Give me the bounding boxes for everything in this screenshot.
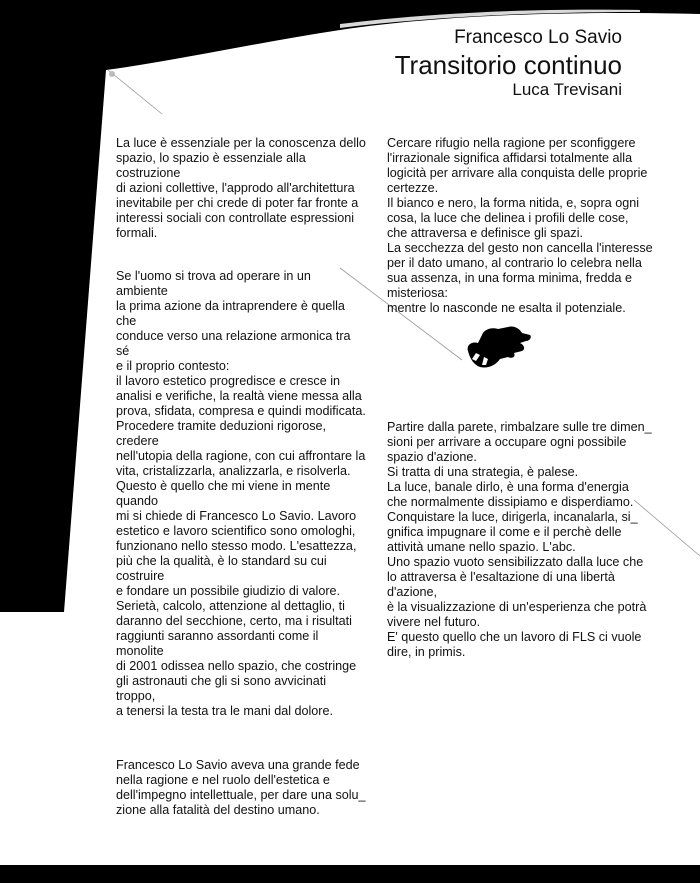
left-column [116, 121, 366, 846]
diagonal-line-top-left [108, 70, 162, 114]
right-paragraph-2: Partire dalla parete, rimbalzare sulle tre dimen_ sioni per arrivare a occupare ogni possibile spazio d'azione. Si tratta di una strategia, è palese. La luce, banale dirlo, è una forma d'energia che normalmente dissipiamo e disperdiamo. Conquistare la luce, dirigerla, incanalarla, si_ gnifica impugnare il come e il perchè delle attività umane nello spazio. L'abc. Uno spazio vuoto sensibilizzato dalla luce che lo attraversa è l'esaltazione di una libertà d'azione, è la visualizzazione di un'esperienza che potrà vivere nel futuro. E' questo quello che un lavoro di FLS ci vuole dire, in primis. [387, 420, 652, 659]
right-paragraph-1: Cercare rifugio nella ragione per sconfiggere l'irrazionale significa affidarsi totalmente alla logicità per arrivare alla conquista delle proprie certezze. Il bianco e nero, la forma nitida, e, sopra ogni cosa, la luce che delinea i profili delle cose, che attraversa e definisce gli spazi. La secchezza del gesto non cancella l'interesse per il dato umano, al contrario lo celebra nella sua assenza, in una forma minima, fredda e misteriosa: mentre lo nasconde ne esalta il potenziale. [387, 136, 653, 315]
article-title: Transitorio continuo [394, 50, 622, 80]
right-column-top [387, 121, 657, 331]
left-paragraph-3: Francesco Lo Savio aveva una grande fede nella ragione e nel ruolo dell'estetica e dell'impegno intellettuale, per dare una solu_ zione alla fatalità del destino umano. [116, 758, 366, 817]
artist-name: Francesco Lo Savio [454, 27, 622, 48]
left-paragraph-2: Se l'uomo si trova ad operare in un ambiente la prima azione da intraprendere è quella che conduce verso una relazione armonica tra sé e il proprio contesto: il lavoro estetico progredisce e cresce in analisi e verifiche, la realtà viene messa alla prova, sfidata, compresa e quindi modificata. Procedere tramite deduzioni rigorose, credere nell'utopia della ragione, con cui affrontare la vita, cristalizzarla, analizzarla, e risolverla. Questo è quello che mi viene in mente quando mi si chiede di Francesco Lo Savio. Lavoro estetico e lavoro scientifico sono omologhi, funzionano nello stesso modo. L'esattezza, più che la qualità, è lo standard su cui costruire e fondare un possibile giudizio di valore. Serietà, calcolo, attenzione al dettaglio, ti daranno del secchione, certo, ma i risultati raggiunti saranno assordanti come il monolite di 2001 odissea nello spazio, che costringe gli astronauti che gli si sono avvicinati troppo, a tenersi la testa tra le mani dal dolore. [116, 269, 366, 718]
article-byline: Luca Trevisani [512, 80, 622, 99]
corner-spark [109, 71, 115, 77]
right-column-bottom [387, 405, 662, 660]
article-header [395, 26, 622, 100]
hand-glove-icon [464, 323, 532, 371]
left-paragraph-1: La luce è essenziale per la conoscenza dello spazio, lo spazio è essenziale alla costruzione di azioni collettive, l'approdo all'architettura inevitabile per chi crede di poter far fronte a interessi sociali con controllate espressioni formali. [116, 136, 366, 240]
